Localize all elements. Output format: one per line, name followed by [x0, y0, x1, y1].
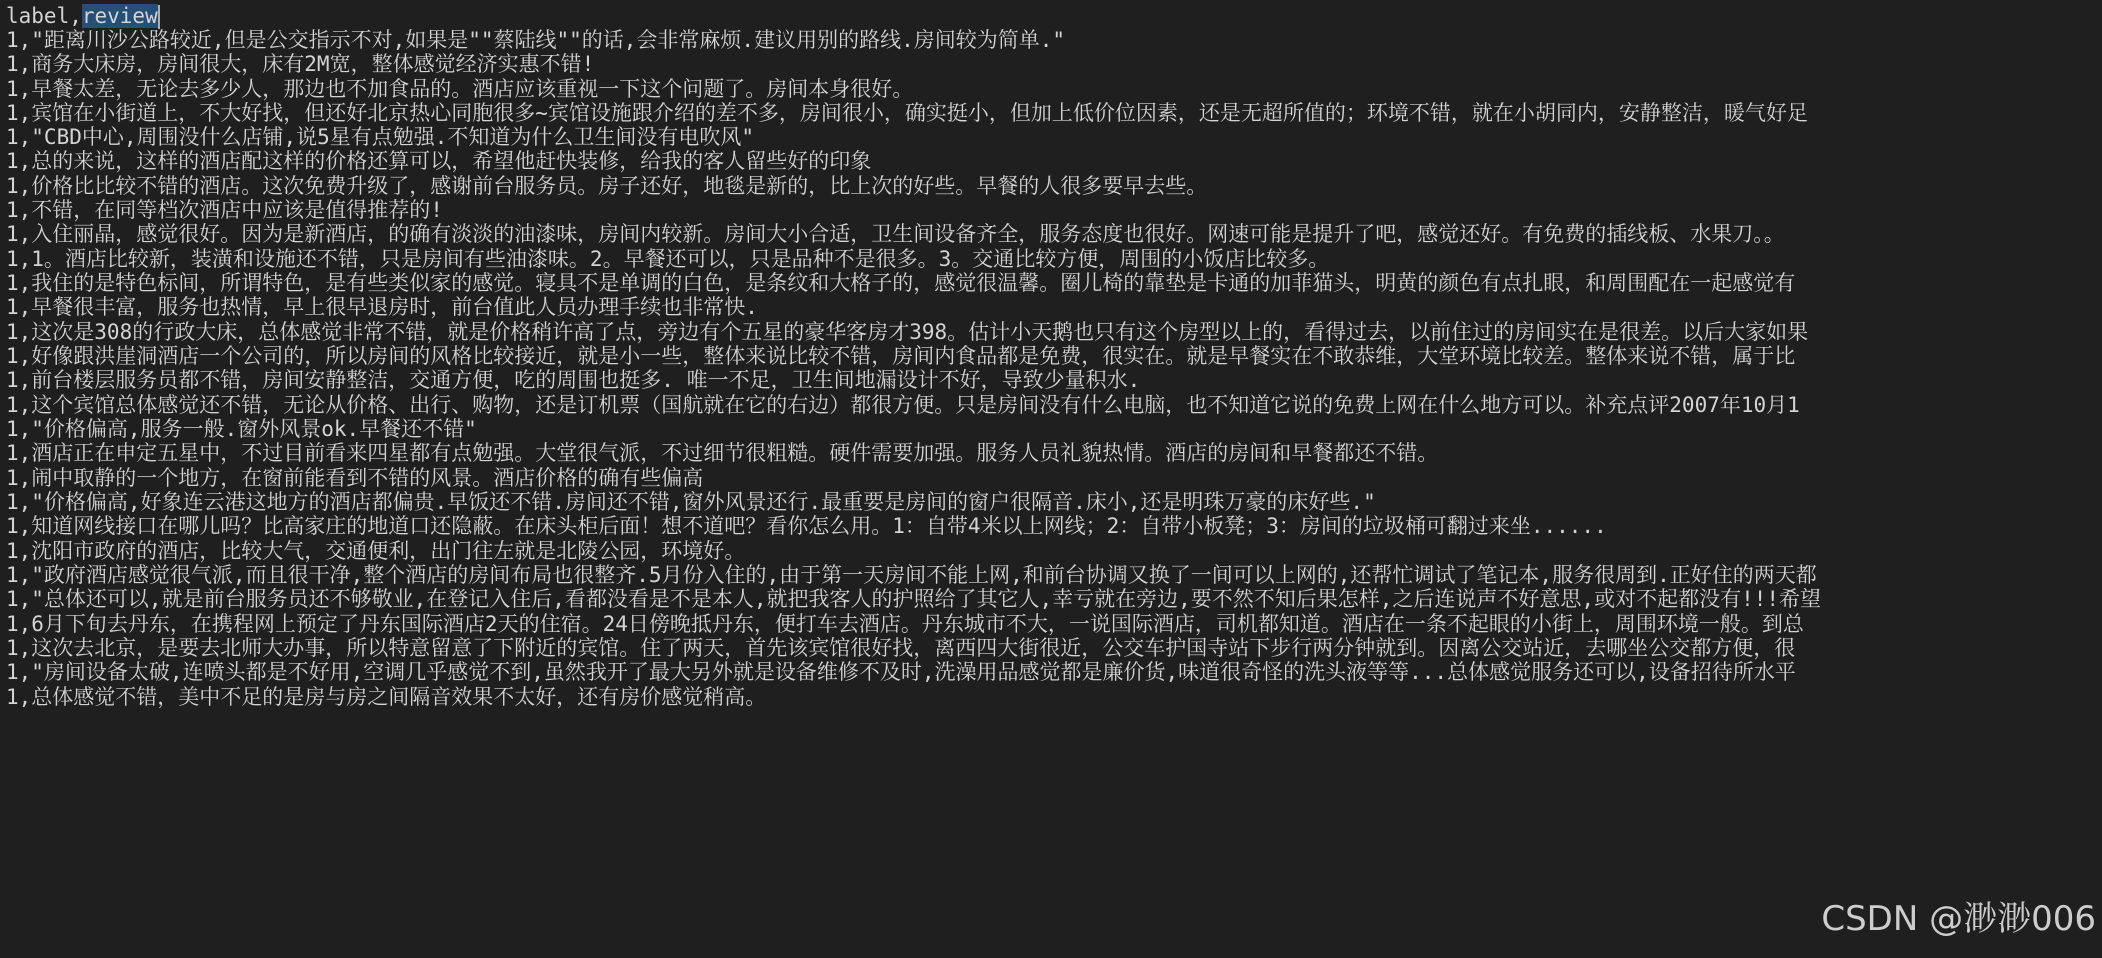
csv-row[interactable]: 1,"价格偏高,服务一般.窗外风景ok.早餐还不错"	[6, 417, 477, 441]
csv-row[interactable]: 1,"房间设备太破,连喷头都是不好用,空调几乎感觉不到,虽然我开了最大另外就是设备维修不及时,洗澡用品感觉都是廉价货,味道很奇怪的洗头液等等...总体感觉服务还可以,设备招待所水平	[6, 660, 1796, 684]
csv-row[interactable]: 1,闹中取静的一个地方，在窗前能看到不错的风景。酒店价格的确有些偏高	[6, 466, 704, 490]
csv-row[interactable]: 1,"CBD中心,周围没什么店铺,说5星有点勉强.不知道为什么卫生间没有电吹风"	[6, 125, 755, 149]
csv-row[interactable]: 1,前台楼层服务员都不错，房间安静整洁，交通方便，吃的周围也挺多. 唯一不足，卫生间地漏设计不好，导致少量积水.	[6, 368, 1141, 392]
selected-review-column: review	[81, 4, 158, 28]
csv-row[interactable]: 1,不错，在同等档次酒店中应该是值得推荐的!	[6, 198, 443, 222]
csv-row[interactable]: 1,"距离川沙公路较近,但是公交指示不对,如果是""蔡陆线""的话,会非常麻烦.建议用别的路线.房间较为简单."	[6, 28, 1065, 52]
csv-row[interactable]: 1,商务大床房，房间很大，床有2M宽，整体感觉经济实惠不错!	[6, 52, 595, 76]
csv-row[interactable]: 1,宾馆在小街道上，不大好找，但还好北京热心同胞很多~宾馆设施跟介绍的差不多，房间很小，确实挺小，但加上低价位因素，还是无超所值的；环境不错，就在小胡同内，安静整洁，暖气好足	[6, 101, 1808, 125]
csv-row[interactable]: 1,酒店正在申定五星中，不过目前看来四星都有点勉强。大堂很气派，不过细节很粗糙。硬件需要加强。服务人员礼貌热情。酒店的房间和早餐都还不错。	[6, 441, 1439, 465]
csv-row[interactable]: 1,好像跟洪崖洞酒店一个公司的，所以房间的风格比较接近，就是小一些，整体来说比较不错，房间内食品都是免费，很实在。就是早餐实在不敢恭维，大堂环境比较差。整体来说不错，属于比	[6, 344, 1796, 368]
csv-row[interactable]: 1,1。酒店比较新，装潢和设施还不错，只是房间有些油漆味。2。早餐还可以，只是品种不是很多。3。交通比较方便，周围的小饭店比较多。	[6, 247, 1330, 271]
csv-row[interactable]: 1,我住的是特色标间，所谓特色，是有些类似家的感觉。寝具不是单调的白色，是条纹和大格子的，感觉很温馨。圈儿椅的靠垫是卡通的加菲猫头，明黄的颜色有点扎眼，和周围配在一起感觉有	[6, 271, 1796, 295]
csv-row[interactable]: 1,早餐很丰富，服务也热情，早上很早退房时，前台值此人员办理手续也非常快.	[6, 295, 758, 319]
csv-row[interactable]: 1,沈阳市政府的酒店，比较大气，交通便利，出门往左就是北陵公园，环境好。	[6, 539, 746, 563]
csv-row[interactable]: 1,总体感觉不错，美中不足的是房与房之间隔音效果不太好，还有房价感觉稍高。	[6, 685, 767, 709]
csv-row[interactable]: 1,"价格偏高,好象连云港这地方的酒店都偏贵.早饭还不错.房间还不错,窗外风景还行.最重要是房间的窗户很隔音.床小,还是明珠万豪的床好些."	[6, 490, 1376, 514]
csv-row[interactable]: 1,这次去北京，是要去北师大办事，所以特意留意了下附近的宾馆。住了两天，首先该宾馆很好找，离西四大街很近，公交车护国寺站下步行两分钟就到。因离公交站近，去哪坐公交都方便，很	[6, 636, 1796, 660]
csv-row[interactable]: 1,价格比比较不错的酒店。这次免费升级了，感谢前台服务员。房子还好，地毯是新的，比上次的好些。早餐的人很多要早去些。	[6, 174, 1208, 198]
csv-row[interactable]: 1,"总体还可以,就是前台服务员还不够敬业,在登记入住后,看都没看是不是本人,就把我客人的护照给了其它人,幸亏就在旁边,要不然不知后果怎样,之后连说声不好意思,或对不起都没有!!!希望	[6, 587, 1821, 611]
header-label-column: label,	[6, 4, 82, 28]
csv-row[interactable]: 1,入住丽晶，感觉很好。因为是新酒店，的确有淡淡的油漆味，房间内较新。房间大小合适，卫生间设备齐全，服务态度也很好。网速可能是提升了吧，感觉还好。有免费的插线板、水果刀。。	[6, 222, 1785, 246]
watermark: CSDN @渺渺006	[1821, 899, 2096, 939]
csv-row[interactable]: 1,早餐太差，无论去多少人，那边也不加食品的。酒店应该重视一下这个问题了。房间本身很好。	[6, 77, 914, 101]
csv-row[interactable]: 1,6月下旬去丹东，在携程网上预定了丹东国际酒店2天的住宿。24日傍晚抵丹东，便打车去酒店。丹东城市不大，一说国际酒店，司机都知道。酒店在一条不起眼的小街上，周围环境一般。到总	[6, 612, 1804, 636]
csv-row[interactable]: 1,知道网线接口在哪儿吗？比高家庄的地道口还隐蔽。在床头柜后面！想不道吧？看你怎么用。1：自带4米以上网线；2：自带小板凳；3：房间的垃圾桶可翻过来坐......	[6, 514, 1607, 538]
csv-row[interactable]: 1,这次是308的行政大床，总体感觉非常不错，就是价格稍许高了点，旁边有个五星的豪华客房才398。估计小天鹅也只有这个房型以上的，看得过去，以前住过的房间实在是很差。以后大家如果	[6, 320, 1809, 344]
csv-row[interactable]: 1,"政府酒店感觉很气派,而且很干净,整个酒店的房间布局也很整齐.5月份入住的,由于第一天房间不能上网,和前台协调又换了一间可以上网的,还帮忙调试了笔记本,服务很周到.正好住的两天都	[6, 563, 1817, 587]
csv-row[interactable]: 1,总的来说，这样的酒店配这样的价格还算可以，希望他赶快装修，给我的客人留些好的印象	[6, 149, 872, 173]
csv-row[interactable]: 1,这个宾馆总体感觉还不错，无论从价格、出行、购物，还是订机票（国航就在它的右边）都很方便。只是房间没有什么电脑，也不知道它说的免费上网在什么地方可以。补充点评2007年10月1	[6, 393, 1800, 417]
